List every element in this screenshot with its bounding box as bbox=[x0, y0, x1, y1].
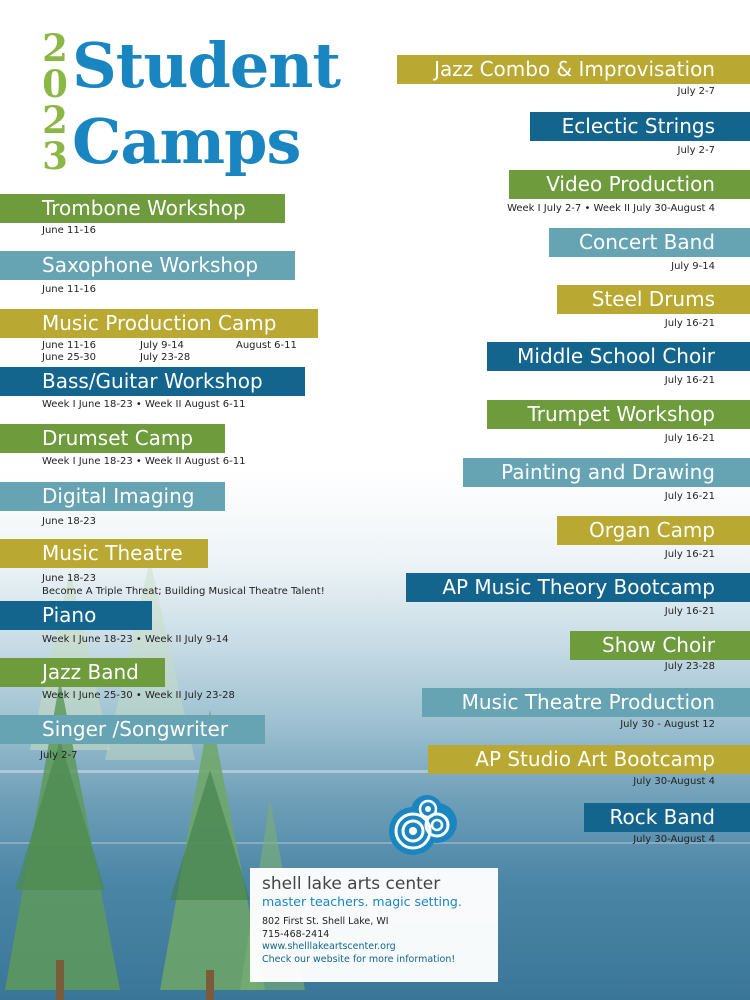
camp-ap-studio-art-bootcamp: AP Studio Art Bootcamp bbox=[428, 745, 750, 774]
phone: 715-468-2414 bbox=[262, 928, 330, 940]
camp-dates: July 2-7 bbox=[677, 86, 715, 97]
camp-dates: July 2-7 bbox=[40, 750, 78, 761]
camp-dates: June 18-23 bbox=[42, 573, 97, 584]
camp-dates: Week I June 18-23 • Week II August 6-11 bbox=[42, 399, 246, 410]
title-line-1: Student bbox=[72, 29, 341, 102]
camp-dates: July 16-21 bbox=[664, 318, 715, 329]
camp-digital-imaging: Digital Imaging bbox=[0, 482, 225, 511]
camp-middle-school-choir: Middle School Choir bbox=[487, 342, 750, 371]
camp-dates: Week I June 25-30 • Week II July 23-28 bbox=[42, 690, 235, 701]
contact-card bbox=[250, 868, 498, 982]
camp-dates: June 18-23 bbox=[42, 516, 97, 527]
camp-trumpet-workshop: Trumpet Workshop bbox=[487, 400, 750, 429]
camp-dates: August 6-11 bbox=[236, 340, 297, 351]
year-digit: 0 bbox=[42, 62, 68, 106]
camp-dates: Week I June 18-23 • Week II July 9-14 bbox=[42, 634, 229, 645]
camp-dates: Week I July 2-7 • Week II July 30-August 4 bbox=[507, 203, 715, 214]
website-link[interactable]: www.shelllakeartscenter.org bbox=[262, 941, 396, 952]
camp-eclectic-strings: Eclectic Strings bbox=[530, 112, 750, 141]
camp-video-production: Video Production bbox=[509, 170, 750, 199]
camp-dates: July 16-21 bbox=[664, 491, 715, 502]
year-digit: 2 bbox=[42, 26, 68, 70]
title-line-2: Camps bbox=[72, 105, 301, 178]
camp-steel-drums: Steel Drums bbox=[557, 285, 750, 314]
year-vertical bbox=[42, 26, 68, 178]
camp-ap-music-theory-bootcamp: AP Music Theory Bootcamp bbox=[406, 573, 750, 602]
camp-jazz-combo-improvisation: Jazz Combo & Improvisation bbox=[397, 55, 750, 84]
camp-dates: July 30-August 4 bbox=[633, 834, 715, 845]
tagline: master teachers. magic setting. bbox=[262, 894, 462, 909]
org-name: shell lake arts center bbox=[262, 874, 441, 894]
camp-dates: June 11-16 bbox=[42, 225, 97, 236]
camp-dates: July 16-21 bbox=[664, 549, 715, 560]
year-digit: 3 bbox=[42, 134, 68, 178]
camp-dates: July 30-August 4 bbox=[633, 776, 715, 787]
camp-music-theatre-production: Music Theatre Production bbox=[422, 688, 750, 717]
camp-music-theatre: Music Theatre bbox=[0, 539, 208, 568]
camp-dates: July 23-28 bbox=[664, 661, 715, 672]
camp-dates: July 16-21 bbox=[664, 606, 715, 617]
camp-dates: July 16-21 bbox=[664, 375, 715, 386]
camp-rock-band: Rock Band bbox=[584, 803, 750, 832]
camp-dates: Week I June 18-23 • Week II August 6-11 bbox=[42, 456, 246, 467]
camp-bass-guitar-workshop: Bass/Guitar Workshop bbox=[0, 367, 305, 396]
camp-dates: June 25-30 bbox=[42, 352, 97, 363]
camp-dates: July 9-14 bbox=[140, 340, 184, 351]
year-digit: 2 bbox=[42, 98, 68, 142]
camp-dates: June 11-16 bbox=[42, 284, 97, 295]
camp-saxophone-workshop: Saxophone Workshop bbox=[0, 251, 295, 280]
camp-trombone-workshop: Trombone Workshop bbox=[0, 194, 285, 223]
address: 802 First St. Shell Lake, WI bbox=[262, 916, 389, 927]
camp-piano: Piano bbox=[0, 601, 152, 630]
camp-concert-band: Concert Band bbox=[549, 228, 750, 257]
camp-show-choir: Show Choir bbox=[570, 631, 750, 660]
website-cta: Check our website for more information! bbox=[262, 953, 456, 965]
camp-music-production-camp: Music Production Camp bbox=[0, 309, 318, 338]
concentric-circles-logo-icon bbox=[383, 793, 467, 857]
camp-singer-songwriter: Singer /Songwriter bbox=[0, 715, 265, 744]
camp-dates: July 23-28 bbox=[140, 352, 191, 363]
camp-dates: July 30 - August 12 bbox=[620, 719, 715, 730]
camp-drumset-camp: Drumset Camp bbox=[0, 424, 225, 453]
camp-dates: July 9-14 bbox=[671, 261, 715, 272]
camp-organ-camp: Organ Camp bbox=[557, 516, 750, 545]
camp-dates: July 16-21 bbox=[664, 433, 715, 444]
camp-painting-and-drawing: Painting and Drawing bbox=[463, 458, 750, 487]
camp-subtitle: Become A Triple Threat; Building Musical Theatre Talent! bbox=[42, 586, 325, 597]
camp-jazz-band: Jazz Band bbox=[0, 658, 165, 687]
camp-dates: July 2-7 bbox=[677, 145, 715, 156]
camp-dates: June 11-16 bbox=[42, 340, 97, 351]
